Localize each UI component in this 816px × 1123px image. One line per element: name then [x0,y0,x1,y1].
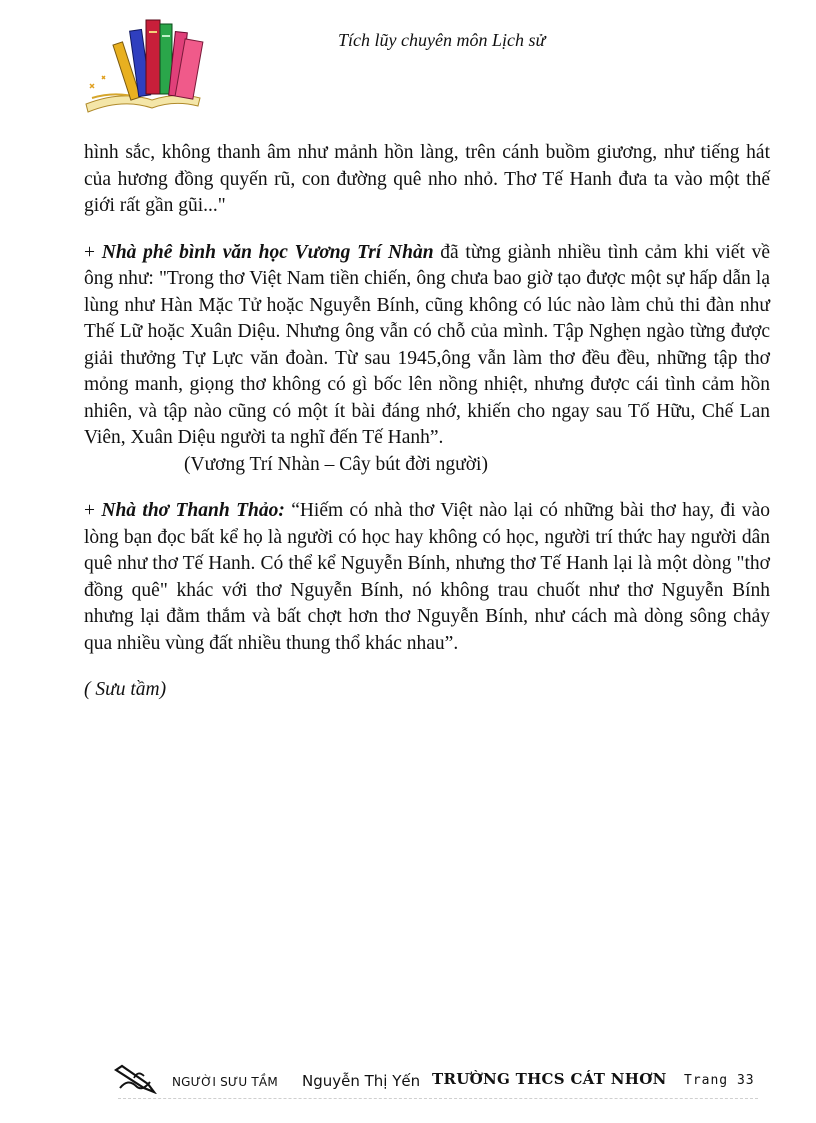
paragraph-continuation: hình sắc, không thanh âm như mảnh hồn làng, trên cánh buồm giương, như tiếng hát của hương đồng quyến rũ, con đường quê nho nhỏ. Thơ Tế Hanh đưa ta vào một thế giới rất gần gũi..." [84,142,770,216]
books-icon [82,12,212,116]
paragraph-text: đã từng giành nhiều tình cảm khi viết về ông như: "Trong thơ Việt Nam tiền chiến, ông chưa bao giờ tạo được một sự hấp dẫn lạ lùng như Hàn Mặc Tử hoặc Nguyễn Bính, cũng không có lúc nào làm chủ thi đàn như Thế Lữ hoặc Xuân Diệu. Nhưng ông vẫn có chỗ của mình. Tập Nghẹn ngào từng được giải thưởng Tự Lực văn đoàn. Từ sau 1945,ông vẫn làm thơ đều đều, những tập thơ mỏng manh, giọng thơ không có gì bốc lên nồng nhiệt, nhưng được cái tình cảm hồn nhiên, và tập nào cũng có một ít bài đáng nhớ, khiến cho ngay sau Tố Hữu, Chế Lan Viên, Xuân Diệu người ta nghĩ đến Tế Hanh”. [84,241,771,448]
pen-signature-icon [114,1064,162,1094]
paragraph-vuong-tri-nhan [84,240,770,452]
page-number: Trang 33 [684,1073,755,1088]
bullet-prefix: + [84,500,102,521]
page-footer [114,1064,764,1094]
document-body [84,140,770,704]
source-note: ( Sưu tầm) [84,679,167,700]
paragraph-thanh-thao [84,498,770,657]
bullet-prefix: + [84,241,102,263]
page-header-title: Tích lũy chuyên môn Lịch sử [338,30,546,50]
footer-divider [118,1098,758,1099]
paragraph-lead: Nhà phê bình văn học Vương Trí Nhàn [101,241,434,263]
school-name: TRƯỜNG THCS CÁT NHƠN [432,1070,667,1088]
collector-label: NGƯỜI SƯU TẦM [172,1075,278,1089]
paragraph-text: “Hiếm có nhà thơ Việt nào lại có những bài thơ hay, đi vào lòng bạn đọc bất kể họ là người có học hay không có học, người trí thức hay người dân quê như thơ Tế Hanh. Có thể kể Nguyễn Bính, nhưng thơ Tế Hanh lại là một dòng "thơ đồng quê" khác với thơ Nguyễn Bính, nó không trau chuốt như thơ Nguyễn Bính nhưng lại đằm thắm và bất chợt hơn thơ Nguyễn Bính, như cách mà dòng sông chảy qua nhiều vùng đất nhiều thung thổ khác nhau”. [84,500,771,654]
paragraph-lead: Nhà thơ Thanh Thảo: [101,500,285,521]
citation: (Vương Trí Nhàn – Cây bút đời người) [184,453,488,475]
author-name: Nguyễn Thị Yến [302,1072,421,1090]
